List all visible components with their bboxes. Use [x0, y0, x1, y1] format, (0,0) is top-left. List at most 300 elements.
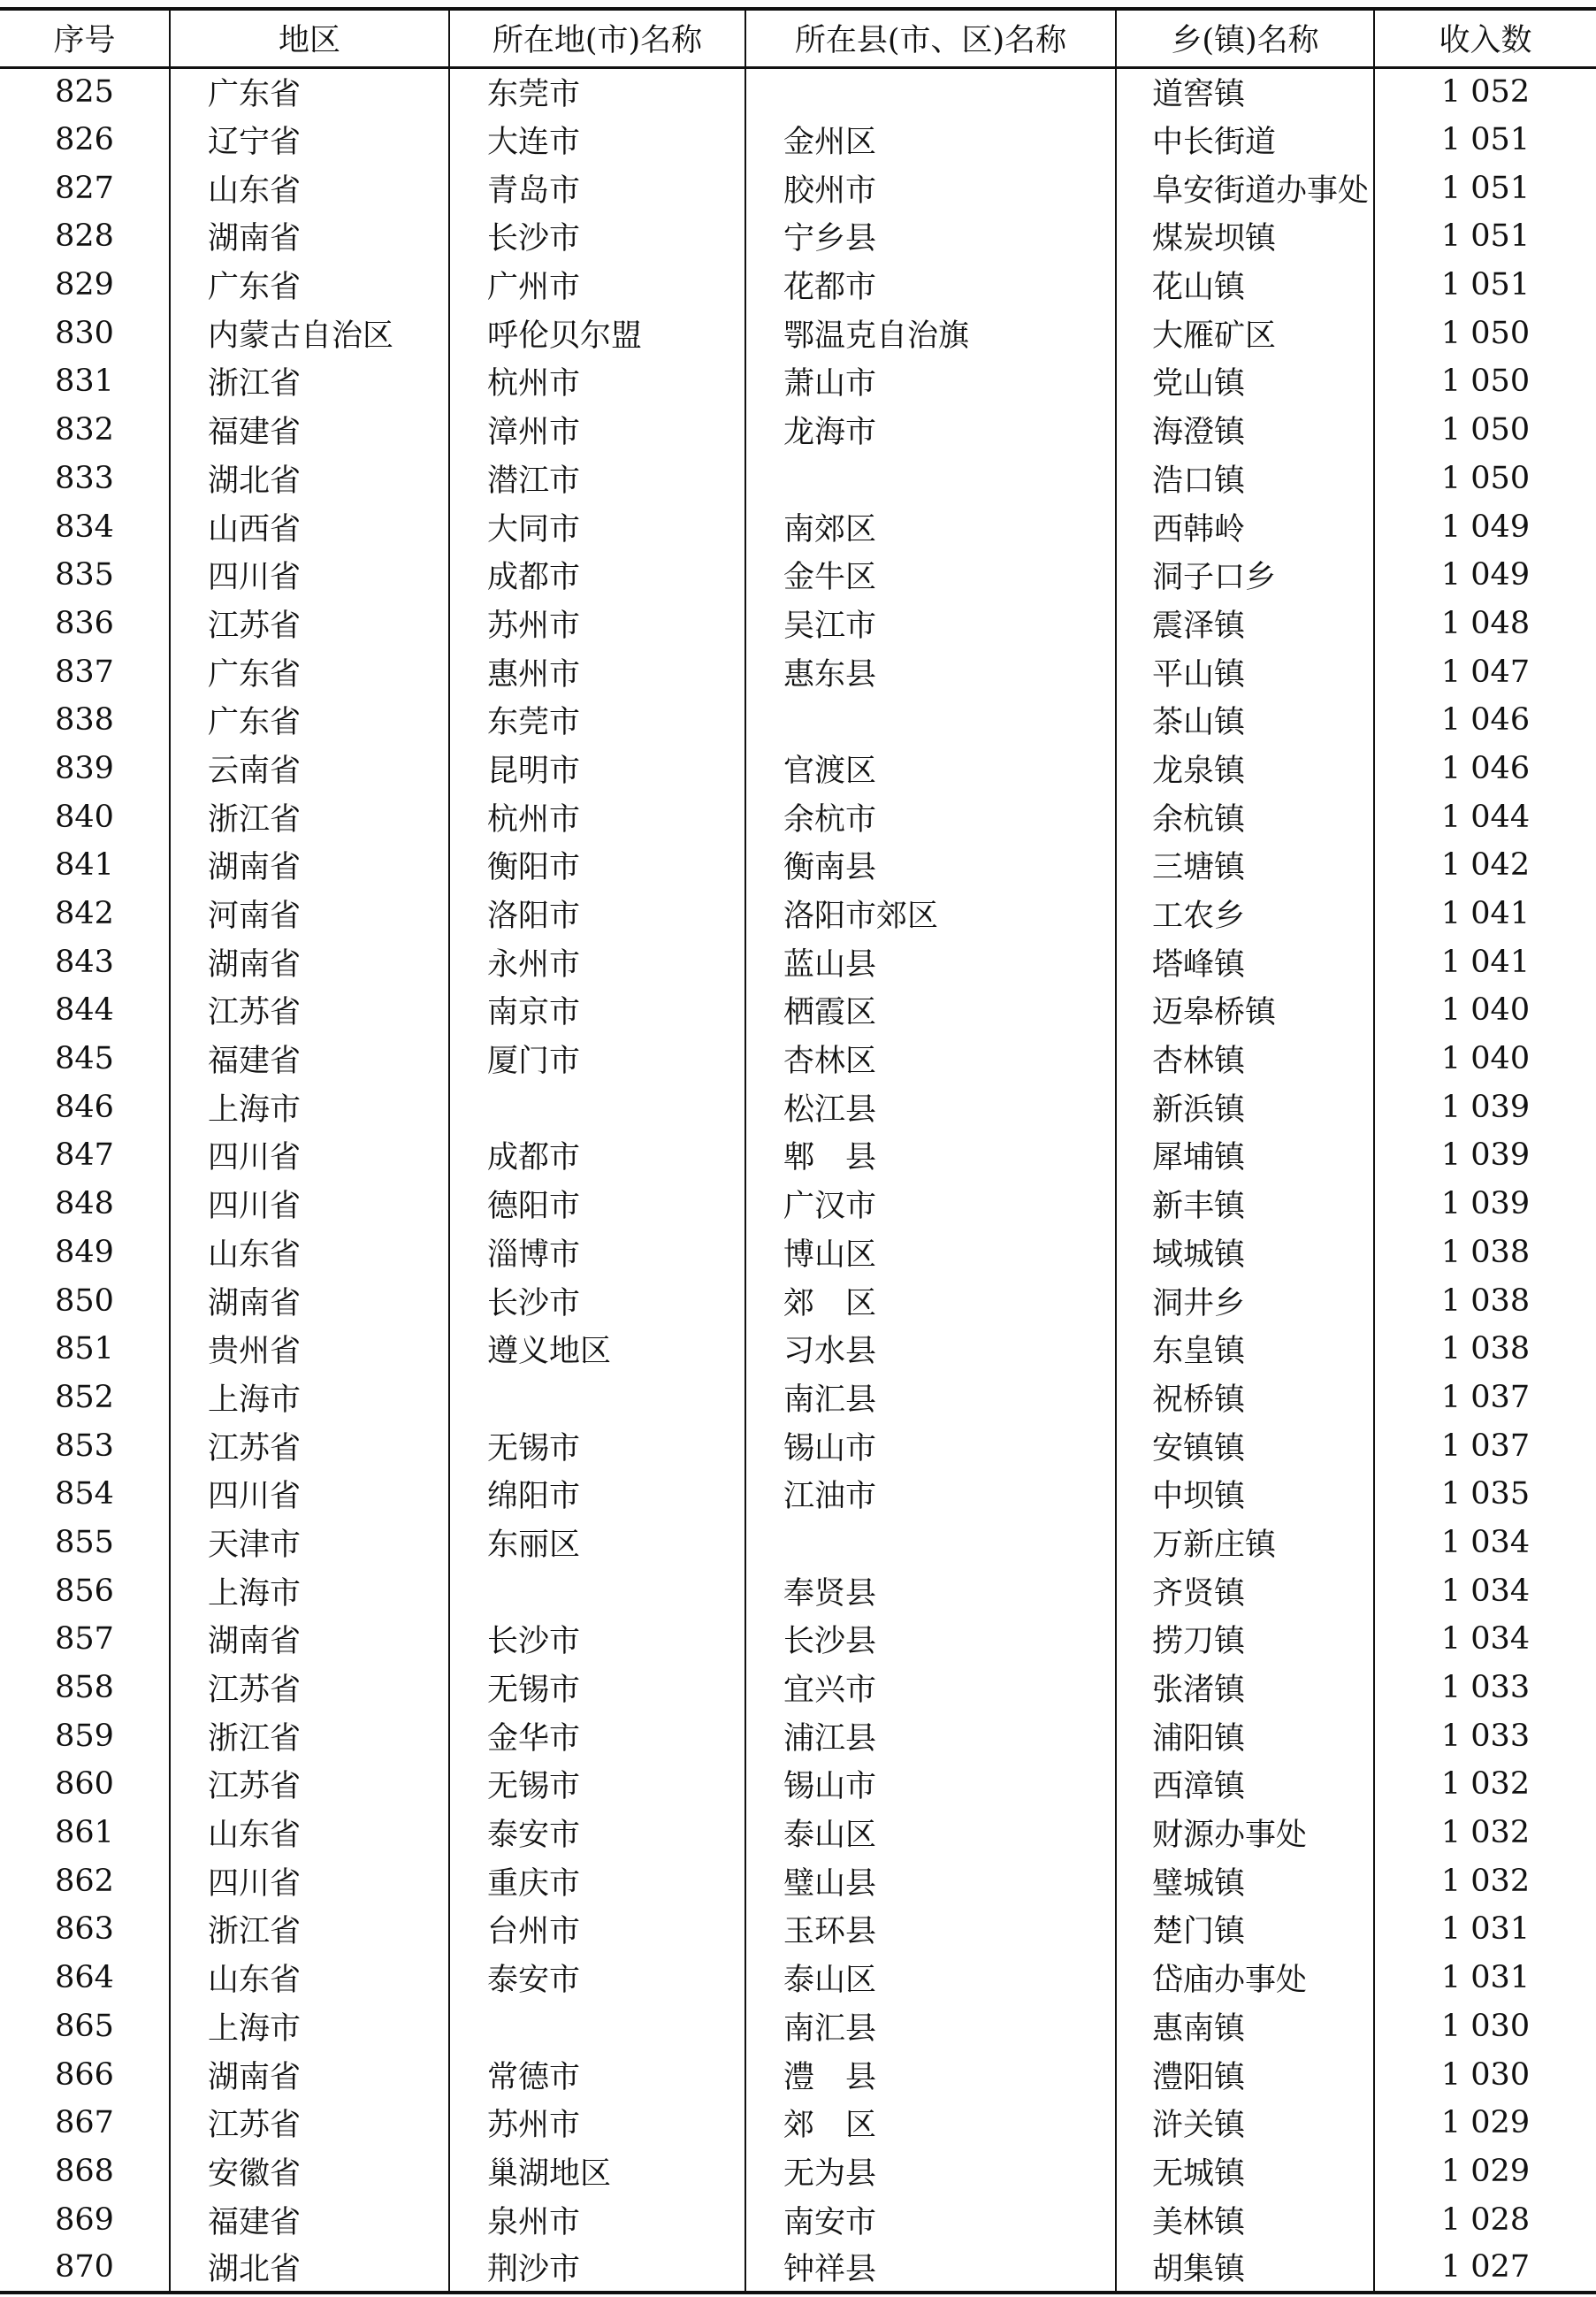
cell-serial-number: 846	[55, 1089, 114, 1125]
cell-income: 1 048	[1374, 600, 1596, 648]
cell-income: 1 050	[1374, 357, 1596, 406]
cell-serial-number: 851	[55, 1331, 114, 1367]
cell-town: 中长街道	[1116, 116, 1374, 165]
cell-income: 1 042	[1374, 841, 1596, 890]
cell-serial-number: 861	[55, 1815, 114, 1851]
cell-county: 钟祥县	[745, 2244, 1116, 2293]
cell-city: 大同市	[449, 502, 745, 551]
cell-region: 湖南省	[170, 1615, 449, 1664]
cell-serial-number: 836	[55, 605, 114, 641]
cell-region: 上海市	[170, 1374, 449, 1422]
cell-region: 山东省	[170, 1809, 449, 1857]
cell-region: 山东省	[170, 164, 449, 212]
cell-serial-number: 832	[55, 412, 114, 448]
cell-town: 中坝镇	[1116, 1470, 1374, 1519]
cell-region: 四川省	[170, 1180, 449, 1229]
table-row	[0, 2002, 1596, 2051]
cell-town: 惠南镇	[1116, 2002, 1374, 2051]
cell-county: 官渡区	[745, 745, 1116, 793]
cell-region: 安徽省	[170, 2148, 449, 2196]
cell-town: 犀埔镇	[1116, 1131, 1374, 1180]
cell-town: 财源办事处	[1116, 1809, 1374, 1857]
cell-county: 长沙县	[745, 1615, 1116, 1664]
cell-serial-number: 833	[55, 460, 114, 496]
table-row	[0, 551, 1596, 600]
cell-county: 泰山区	[745, 1954, 1116, 2002]
cell-county: 郫 县	[745, 1131, 1116, 1180]
cell-region: 湖南省	[170, 938, 449, 986]
cell-town: 齐贤镇	[1116, 1566, 1374, 1615]
cell-city: 常德市	[449, 2050, 745, 2099]
cell-county	[745, 67, 1116, 116]
cell-town: 龙泉镇	[1116, 745, 1374, 793]
table-row	[0, 600, 1596, 648]
cell-city: 长沙市	[449, 1276, 745, 1325]
cell-serial-number: 860	[55, 1766, 114, 1803]
cell-county: 杏林区	[745, 1035, 1116, 1083]
cell-region: 湖南省	[170, 212, 449, 261]
cell-region: 浙江省	[170, 1905, 449, 1954]
cell-income: 1 037	[1374, 1374, 1596, 1422]
table-row	[0, 502, 1596, 551]
table-row	[0, 1519, 1596, 1567]
cell-region: 山东省	[170, 1229, 449, 1277]
table-row	[0, 357, 1596, 406]
table-row	[0, 1035, 1596, 1083]
cell-city: 德阳市	[449, 1180, 745, 1229]
cell-income: 1 031	[1374, 1954, 1596, 2002]
cell-town: 新浜镇	[1116, 1083, 1374, 1131]
cell-county: 广汉市	[745, 1180, 1116, 1229]
cell-county: 习水县	[745, 1325, 1116, 1374]
cell-town: 浒关镇	[1116, 2099, 1374, 2148]
cell-county: 泰山区	[745, 1809, 1116, 1857]
cell-county: 浦江县	[745, 1711, 1116, 1760]
cell-county: 宜兴市	[745, 1664, 1116, 1712]
cell-county: 南汇县	[745, 1374, 1116, 1422]
cell-region: 湖北省	[170, 2244, 449, 2293]
cell-income: 1 030	[1374, 2002, 1596, 2051]
cell-county: 松江县	[745, 1083, 1116, 1131]
cell-region: 江苏省	[170, 986, 449, 1035]
cell-city: 永州市	[449, 938, 745, 986]
cell-town: 浦阳镇	[1116, 1711, 1374, 1760]
cell-county: 蓝山县	[745, 938, 1116, 986]
table-row	[0, 2195, 1596, 2244]
cell-county: 吴江市	[745, 600, 1116, 648]
cell-city: 泉州市	[449, 2195, 745, 2244]
cell-serial-number: 866	[55, 2056, 114, 2093]
table-row	[0, 116, 1596, 165]
cell-county: 郊 区	[745, 2099, 1116, 2148]
cell-town: 域城镇	[1116, 1229, 1374, 1277]
cell-income: 1 051	[1374, 164, 1596, 212]
cell-serial-number: 854	[55, 1476, 114, 1512]
cell-income: 1 038	[1374, 1276, 1596, 1325]
cell-city: 昆明市	[449, 745, 745, 793]
cell-county: 博山区	[745, 1229, 1116, 1277]
cell-town: 海澄镇	[1116, 406, 1374, 455]
cell-town: 楚门镇	[1116, 1905, 1374, 1954]
cell-city: 重庆市	[449, 1857, 745, 1905]
cell-county: 奉贤县	[745, 1566, 1116, 1615]
cell-city: 东丽区	[449, 1519, 745, 1567]
table-row	[0, 696, 1596, 745]
cell-town: 平山镇	[1116, 647, 1374, 696]
table-row	[0, 841, 1596, 890]
header-income: 收入数	[1374, 9, 1596, 67]
table-row	[0, 67, 1596, 116]
cell-county: 锡山市	[745, 1421, 1116, 1470]
cell-county: 金州区	[745, 116, 1116, 165]
cell-region: 广东省	[170, 696, 449, 745]
cell-region: 四川省	[170, 1470, 449, 1519]
table-row	[0, 1325, 1596, 1374]
cell-serial-number: 840	[55, 799, 114, 835]
cell-income: 1 044	[1374, 792, 1596, 841]
cell-region: 浙江省	[170, 357, 449, 406]
cell-income: 1 052	[1374, 67, 1596, 116]
cell-region: 浙江省	[170, 1711, 449, 1760]
cell-serial-number: 870	[0, 2244, 170, 2293]
cell-city: 淄博市	[449, 1229, 745, 1277]
cell-city: 巢湖地区	[449, 2148, 745, 2196]
table-row	[0, 1809, 1596, 1857]
cell-income: 1 034	[1374, 1566, 1596, 1615]
cell-region: 广东省	[170, 261, 449, 310]
cell-city: 东莞市	[449, 67, 745, 116]
cell-region: 上海市	[170, 1083, 449, 1131]
cell-serial-number: 865	[55, 2008, 114, 2044]
cell-town: 澧阳镇	[1116, 2050, 1374, 2099]
cell-town: 道窖镇	[1116, 67, 1374, 116]
cell-region: 内蒙古自治区	[170, 309, 449, 357]
cell-city: 杭州市	[449, 357, 745, 406]
table-row	[0, 2050, 1596, 2099]
table-row	[0, 164, 1596, 212]
header-row	[0, 9, 1596, 67]
cell-city: 南京市	[449, 986, 745, 1035]
cell-serial-number: 848	[55, 1186, 114, 1222]
cell-county: 宁乡县	[745, 212, 1116, 261]
cell-city: 东莞市	[449, 696, 745, 745]
cell-serial-number: 835	[55, 557, 114, 593]
cell-income: 1 032	[1374, 1809, 1596, 1857]
table-row	[0, 792, 1596, 841]
cell-town: 祝桥镇	[1116, 1374, 1374, 1422]
table-row	[0, 986, 1596, 1035]
cell-income: 1 038	[1374, 1325, 1596, 1374]
table-row	[0, 2099, 1596, 2148]
cell-county: 余杭市	[745, 792, 1116, 841]
table-row	[0, 1664, 1596, 1712]
cell-income: 1 040	[1374, 1035, 1596, 1083]
cell-town: 塔峰镇	[1116, 938, 1374, 986]
cell-town: 茶山镇	[1116, 696, 1374, 745]
cell-income: 1 049	[1374, 502, 1596, 551]
cell-income: 1 032	[1374, 1857, 1596, 1905]
cell-income: 1 049	[1374, 551, 1596, 600]
header-county: 所在县(市、区)名称	[745, 9, 1116, 67]
cell-county: 玉环县	[745, 1905, 1116, 1954]
cell-income: 1 040	[1374, 986, 1596, 1035]
table-row	[0, 1857, 1596, 1905]
cell-town: 工农乡	[1116, 890, 1374, 938]
table-row	[0, 261, 1596, 310]
income-table	[0, 7, 1596, 2294]
cell-region: 福建省	[170, 1035, 449, 1083]
cell-serial-number: 827	[55, 170, 114, 206]
cell-serial-number: 857	[55, 1621, 114, 1658]
cell-income: 1 033	[1374, 1711, 1596, 1760]
cell-city: 无锡市	[449, 1421, 745, 1470]
cell-region: 江苏省	[170, 1664, 449, 1712]
cell-income: 1 029	[1374, 2099, 1596, 2148]
cell-city: 遵义地区	[449, 1325, 745, 1374]
cell-serial-number: 838	[55, 702, 114, 739]
cell-region: 江苏省	[170, 2099, 449, 2148]
cell-city: 绵阳市	[449, 1470, 745, 1519]
cell-county: 南郊区	[745, 502, 1116, 551]
cell-serial-number: 855	[55, 1524, 114, 1560]
cell-region: 江苏省	[170, 1760, 449, 1809]
cell-city	[449, 2002, 745, 2051]
cell-region: 山西省	[170, 502, 449, 551]
cell-county: 鄂温克自治旗	[745, 309, 1116, 357]
cell-serial-number: 862	[55, 1863, 114, 1899]
cell-region: 湖北省	[170, 455, 449, 503]
cell-income: 1 050	[1374, 309, 1596, 357]
cell-city: 呼伦贝尔盟	[449, 309, 745, 357]
cell-income: 1 027	[1374, 2244, 1596, 2293]
cell-county	[745, 696, 1116, 745]
cell-serial-number: 831	[55, 364, 114, 400]
cell-town: 西韩岭	[1116, 502, 1374, 551]
table-row	[0, 1131, 1596, 1180]
cell-city: 荆沙市	[449, 2244, 745, 2293]
cell-county: 南汇县	[745, 2002, 1116, 2051]
cell-town: 浩口镇	[1116, 455, 1374, 503]
cell-town: 东皇镇	[1116, 1325, 1374, 1374]
table-row	[0, 745, 1596, 793]
cell-county: 锡山市	[745, 1760, 1116, 1809]
cell-serial-number: 825	[55, 74, 114, 111]
cell-income: 1 050	[1374, 406, 1596, 455]
cell-serial-number: 847	[55, 1137, 114, 1174]
cell-city: 衡阳市	[449, 841, 745, 890]
cell-city: 成都市	[449, 1131, 745, 1180]
cell-town: 万新庄镇	[1116, 1519, 1374, 1567]
cell-county: 无为县	[745, 2148, 1116, 2196]
cell-town: 震泽镇	[1116, 600, 1374, 648]
cell-region: 福建省	[170, 406, 449, 455]
cell-income: 1 041	[1374, 890, 1596, 938]
table-row	[0, 890, 1596, 938]
cell-serial-number: 864	[55, 1960, 114, 1996]
cell-serial-number: 852	[55, 1379, 114, 1415]
cell-serial-number: 834	[55, 509, 114, 545]
cell-income: 1 034	[1374, 1519, 1596, 1567]
table-row	[0, 1470, 1596, 1519]
cell-town: 迈皋桥镇	[1116, 986, 1374, 1035]
cell-city: 苏州市	[449, 600, 745, 648]
cell-income: 1 041	[1374, 938, 1596, 986]
cell-city: 泰安市	[449, 1954, 745, 2002]
cell-town: 张渚镇	[1116, 1664, 1374, 1712]
cell-region: 上海市	[170, 1566, 449, 1615]
cell-town: 煤炭坝镇	[1116, 212, 1374, 261]
cell-region: 山东省	[170, 1954, 449, 2002]
cell-city: 无锡市	[449, 1760, 745, 1809]
cell-serial-number: 843	[55, 944, 114, 980]
cell-region: 湖南省	[170, 1276, 449, 1325]
table-body	[0, 67, 1596, 2293]
cell-town: 安镇镇	[1116, 1421, 1374, 1470]
table-row	[0, 1421, 1596, 1470]
table-row	[0, 1711, 1596, 1760]
table-row	[0, 406, 1596, 455]
cell-serial-number: 828	[55, 218, 114, 255]
cell-serial-number: 845	[55, 1041, 114, 1077]
cell-county: 江油市	[745, 1470, 1116, 1519]
cell-income: 1 031	[1374, 1905, 1596, 1954]
cell-city: 潜江市	[449, 455, 745, 503]
table-row	[0, 455, 1596, 503]
cell-county: 惠东县	[745, 647, 1116, 696]
cell-city: 长沙市	[449, 1615, 745, 1664]
cell-county: 衡南县	[745, 841, 1116, 890]
table-row	[0, 212, 1596, 261]
header-serial-number: 序号	[0, 9, 170, 67]
table-row	[0, 1229, 1596, 1277]
cell-region: 江苏省	[170, 1421, 449, 1470]
cell-county: 南安市	[745, 2195, 1116, 2244]
cell-serial-number: 858	[55, 1670, 114, 1706]
header-town: 乡(镇)名称	[1116, 9, 1374, 67]
cell-income: 1 033	[1374, 1664, 1596, 1712]
cell-city	[449, 1566, 745, 1615]
cell-serial-number: 844	[55, 992, 114, 1029]
cell-region: 辽宁省	[170, 116, 449, 165]
cell-region: 四川省	[170, 1131, 449, 1180]
cell-serial-number: 863	[55, 1911, 114, 1948]
cell-town: 党山镇	[1116, 357, 1374, 406]
cell-income: 1 034	[1374, 1615, 1596, 1664]
cell-town: 胡集镇	[1116, 2244, 1374, 2293]
cell-county	[745, 455, 1116, 503]
table-row	[0, 1615, 1596, 1664]
table-row	[0, 647, 1596, 696]
cell-region: 江苏省	[170, 600, 449, 648]
cell-town: 捞刀镇	[1116, 1615, 1374, 1664]
cell-city	[449, 1374, 745, 1422]
table-row	[0, 1374, 1596, 1422]
cell-region: 广东省	[170, 67, 449, 116]
cell-city: 无锡市	[449, 1664, 745, 1712]
cell-income: 1 051	[1374, 116, 1596, 165]
cell-town: 花山镇	[1116, 261, 1374, 310]
cell-income: 1 046	[1374, 745, 1596, 793]
cell-city: 洛阳市	[449, 890, 745, 938]
cell-city: 金华市	[449, 1711, 745, 1760]
cell-serial-number: 849	[55, 1234, 114, 1270]
cell-income: 1 046	[1374, 696, 1596, 745]
cell-town: 杏林镇	[1116, 1035, 1374, 1083]
cell-city: 长沙市	[449, 212, 745, 261]
cell-region: 上海市	[170, 2002, 449, 2051]
cell-serial-number: 830	[55, 315, 114, 351]
cell-city: 厦门市	[449, 1035, 745, 1083]
table-row	[0, 1276, 1596, 1325]
cell-income: 1 047	[1374, 647, 1596, 696]
cell-income: 1 029	[1374, 2148, 1596, 2196]
cell-city: 青岛市	[449, 164, 745, 212]
cell-serial-number: 869	[55, 2201, 114, 2238]
header-region: 地区	[170, 9, 449, 67]
table-row	[0, 938, 1596, 986]
cell-serial-number: 850	[55, 1282, 114, 1319]
cell-region: 福建省	[170, 2195, 449, 2244]
cell-county	[745, 1519, 1116, 1567]
cell-income: 1 051	[1374, 261, 1596, 310]
cell-income: 1 039	[1374, 1180, 1596, 1229]
header-city: 所在地(市)名称	[449, 9, 745, 67]
cell-region: 天津市	[170, 1519, 449, 1567]
table-row	[0, 309, 1596, 357]
cell-serial-number: 867	[55, 2105, 114, 2141]
cell-town: 岱庙办事处	[1116, 1954, 1374, 2002]
table-row	[0, 1954, 1596, 2002]
cell-city: 成都市	[449, 551, 745, 600]
cell-region: 四川省	[170, 551, 449, 600]
cell-income: 1 028	[1374, 2195, 1596, 2244]
cell-region: 广东省	[170, 647, 449, 696]
cell-county: 璧山县	[745, 1857, 1116, 1905]
cell-town: 大雁矿区	[1116, 309, 1374, 357]
cell-town: 洞井乡	[1116, 1276, 1374, 1325]
cell-income: 1 050	[1374, 455, 1596, 503]
cell-city: 漳州市	[449, 406, 745, 455]
cell-town: 璧城镇	[1116, 1857, 1374, 1905]
cell-serial-number: 841	[55, 847, 114, 884]
cell-county: 金牛区	[745, 551, 1116, 600]
cell-income: 1 037	[1374, 1421, 1596, 1470]
cell-serial-number: 839	[55, 750, 114, 786]
cell-serial-number: 856	[55, 1573, 114, 1609]
cell-income: 1 051	[1374, 212, 1596, 261]
cell-county: 郊 区	[745, 1276, 1116, 1325]
cell-city: 广州市	[449, 261, 745, 310]
cell-county: 花都市	[745, 261, 1116, 310]
cell-region: 云南省	[170, 745, 449, 793]
table-header	[0, 9, 1596, 67]
cell-serial-number: 859	[55, 1718, 114, 1754]
cell-region: 湖南省	[170, 2050, 449, 2099]
cell-town: 西漳镇	[1116, 1760, 1374, 1809]
cell-region: 湖南省	[170, 841, 449, 890]
cell-city: 杭州市	[449, 792, 745, 841]
cell-city: 台州市	[449, 1905, 745, 1954]
cell-income: 1 038	[1374, 1229, 1596, 1277]
table-row	[0, 2148, 1596, 2196]
cell-county: 洛阳市郊区	[745, 890, 1116, 938]
cell-county: 萧山市	[745, 357, 1116, 406]
cell-county: 澧 县	[745, 2050, 1116, 2099]
cell-city: 惠州市	[449, 647, 745, 696]
cell-town: 美林镇	[1116, 2195, 1374, 2244]
cell-income: 1 039	[1374, 1083, 1596, 1131]
cell-region: 河南省	[170, 890, 449, 938]
